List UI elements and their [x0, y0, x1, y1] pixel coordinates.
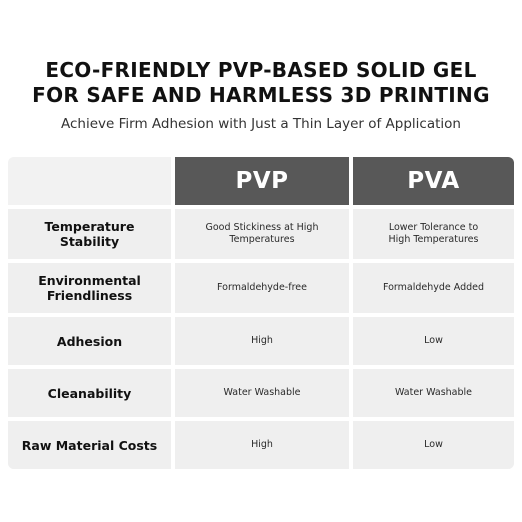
cell-pva-environmental-friendliness: Formaldehyde Added — [353, 263, 514, 313]
cell-pva-cleanability: Water Washable — [353, 369, 514, 417]
row-label-raw-material-costs: Raw Material Costs — [8, 421, 171, 469]
headline — [0, 58, 522, 108]
cell-pvp-raw-material-costs: High — [175, 421, 349, 469]
cell-pvp-adhesion: High — [175, 317, 349, 365]
row-label-cleanability: Cleanability — [8, 369, 171, 417]
cell-pva-temperature-stability: Lower Tolerance to High Temperatures — [353, 209, 514, 259]
cell-pva-raw-material-costs: Low — [353, 421, 514, 469]
headline-line-1: ECO-FRIENDLY PVP-BASED SOLID GEL — [45, 58, 477, 82]
comparison-table — [8, 157, 514, 469]
row-divider — [8, 313, 514, 317]
row-divider — [8, 259, 514, 263]
row-divider — [8, 417, 514, 421]
cell-pva-adhesion: Low — [353, 317, 514, 365]
row-divider — [8, 365, 514, 369]
cell-pvp-environmental-friendliness: Formaldehyde-free — [175, 263, 349, 313]
column-header-pvp: PVP — [175, 157, 349, 205]
cell-pvp-temperature-stability: Good Stickiness at High Temperatures — [175, 209, 349, 259]
row-divider — [8, 205, 514, 209]
headline-line-2: FOR SAFE AND HARMLESS 3D PRINTING — [32, 83, 490, 107]
subtitle: Achieve Firm Adhesion with Just a Thin Layer of Application — [61, 116, 461, 132]
table-corner-cell — [8, 157, 171, 205]
column-header-pva: PVA — [353, 157, 514, 205]
row-label-adhesion: Adhesion — [8, 317, 171, 365]
row-label-environmental-friendliness: Environmental Friendliness — [8, 263, 171, 313]
row-label-temperature-stability: Temperature Stability — [8, 209, 171, 259]
cell-pvp-cleanability: Water Washable — [175, 369, 349, 417]
